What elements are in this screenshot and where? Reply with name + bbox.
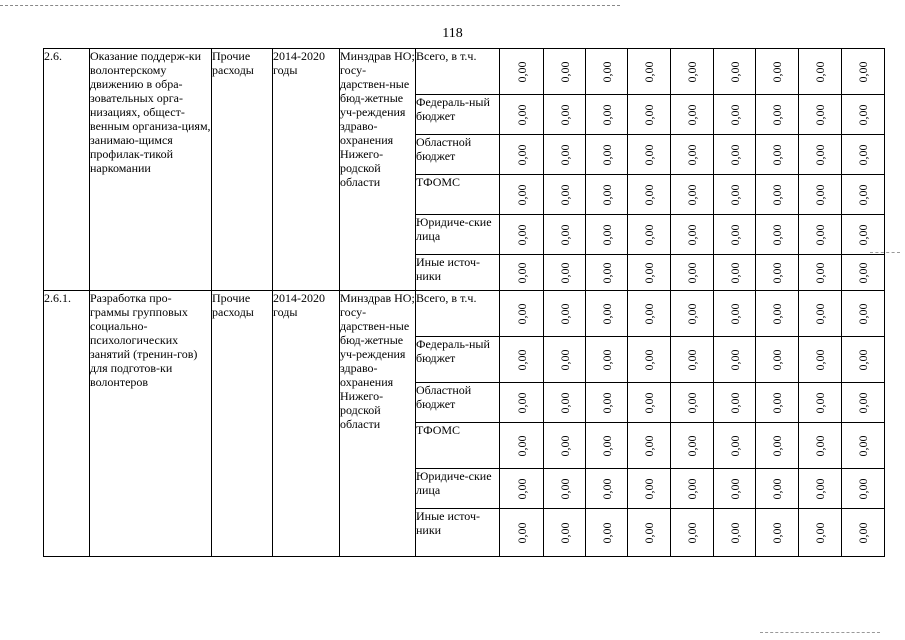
amount-value: 0,00	[685, 61, 699, 82]
amount-value: 0,00	[599, 61, 614, 82]
amount-cell	[544, 255, 586, 291]
amount-cell	[586, 337, 628, 383]
item-number: 2.6.1.	[44, 291, 90, 557]
amount-value: 0,00	[514, 262, 529, 283]
amount-cell	[799, 49, 842, 95]
amount-value: 0,00	[599, 144, 614, 165]
amount-cell	[671, 95, 714, 135]
amount-cell	[671, 135, 714, 175]
amount-value: 0,00	[642, 262, 656, 283]
amount-cell	[842, 469, 885, 509]
amount-value: 0,00	[557, 392, 572, 413]
amount-cell	[756, 49, 799, 95]
margin-dashed-mark	[870, 252, 900, 253]
amount-value: 0,00	[599, 184, 614, 205]
amount-value: 0,00	[813, 224, 827, 245]
amount-value: 0,00	[770, 392, 784, 413]
amount-cell	[842, 95, 885, 135]
amount-cell	[586, 95, 628, 135]
amount-value: 0,00	[770, 61, 784, 82]
item-name: Разработка про-граммы групповых социально-психологических занятий (тренин-гов) для подготов-ки волонтеров	[90, 291, 212, 557]
amount-value: 0,00	[685, 184, 699, 205]
amount-value: 0,00	[557, 144, 572, 165]
amount-cell	[544, 291, 586, 337]
amount-value: 0,00	[685, 522, 699, 543]
amount-cell	[756, 291, 799, 337]
amount-value: 0,00	[856, 522, 870, 543]
amount-cell	[586, 509, 628, 557]
amount-cell	[500, 215, 544, 255]
amount-value: 0,00	[770, 349, 784, 370]
funding-source: ТФОМС	[416, 175, 500, 215]
amount-value: 0,00	[557, 349, 572, 370]
amount-value: 0,00	[727, 435, 742, 456]
amount-cell	[500, 383, 544, 423]
amount-value: 0,00	[727, 303, 742, 324]
amount-cell	[842, 337, 885, 383]
amount-cell	[500, 509, 544, 557]
amount-cell	[799, 383, 842, 423]
amount-value: 0,00	[642, 144, 656, 165]
amount-value: 0,00	[557, 224, 572, 245]
amount-value: 0,00	[856, 303, 870, 324]
amount-value: 0,00	[514, 61, 529, 82]
amount-cell	[500, 135, 544, 175]
amount-cell	[628, 175, 671, 215]
amount-value: 0,00	[642, 303, 656, 324]
amount-value: 0,00	[856, 144, 870, 165]
funding-source: Всего, в т.ч.	[416, 49, 500, 95]
amount-value: 0,00	[727, 392, 742, 413]
amount-cell	[756, 383, 799, 423]
amount-value: 0,00	[685, 303, 699, 324]
amount-cell	[586, 423, 628, 469]
amount-cell	[799, 255, 842, 291]
table-row	[44, 291, 885, 337]
amount-cell	[799, 95, 842, 135]
amount-cell	[586, 215, 628, 255]
amount-value: 0,00	[856, 478, 870, 499]
amount-cell	[842, 135, 885, 175]
amount-value: 0,00	[856, 392, 870, 413]
funding-source: Юридиче-ские лица	[416, 469, 500, 509]
amount-cell	[628, 95, 671, 135]
amount-cell	[628, 255, 671, 291]
amount-value: 0,00	[599, 478, 614, 499]
amount-cell	[628, 135, 671, 175]
amount-value: 0,00	[856, 61, 870, 82]
amount-cell	[842, 509, 885, 557]
amount-cell	[714, 135, 756, 175]
amount-cell	[842, 383, 885, 423]
expense-type: Прочие расходы	[212, 291, 273, 557]
amount-value: 0,00	[813, 435, 827, 456]
amount-cell	[586, 175, 628, 215]
amount-cell	[799, 135, 842, 175]
amount-value: 0,00	[813, 61, 827, 82]
amount-cell	[500, 469, 544, 509]
amount-cell	[756, 95, 799, 135]
amount-value: 0,00	[599, 303, 614, 324]
amount-cell	[628, 215, 671, 255]
amount-value: 0,00	[557, 262, 572, 283]
amount-value: 0,00	[727, 349, 742, 370]
amount-cell	[799, 509, 842, 557]
amount-cell	[799, 175, 842, 215]
amount-value: 0,00	[813, 349, 827, 370]
program-table	[43, 48, 885, 557]
funding-source: Областной бюджет	[416, 383, 500, 423]
amount-value: 0,00	[685, 224, 699, 245]
amount-value: 0,00	[813, 144, 827, 165]
amount-value: 0,00	[770, 144, 784, 165]
amount-cell	[842, 49, 885, 95]
funding-source: Всего, в т.ч.	[416, 291, 500, 337]
period: 2014-2020 годы	[273, 49, 340, 291]
amount-value: 0,00	[557, 522, 572, 543]
amount-cell	[842, 423, 885, 469]
executor: Минздрав НО; госу-дарствен-ные бюд-жетные уч-реждения здраво-охранения Нижего-родской области	[340, 291, 416, 557]
amount-cell	[628, 423, 671, 469]
amount-cell	[628, 49, 671, 95]
amount-value: 0,00	[770, 303, 784, 324]
amount-value: 0,00	[642, 349, 656, 370]
amount-cell	[586, 135, 628, 175]
amount-cell	[714, 469, 756, 509]
amount-cell	[756, 423, 799, 469]
amount-cell	[671, 175, 714, 215]
amount-value: 0,00	[514, 349, 529, 370]
amount-value: 0,00	[514, 144, 529, 165]
amount-cell	[671, 337, 714, 383]
amount-value: 0,00	[770, 262, 784, 283]
amount-cell	[671, 291, 714, 337]
amount-cell	[714, 49, 756, 95]
amount-value: 0,00	[685, 349, 699, 370]
item-name: Оказание поддерж-ки волонтерскому движению в обра-зовательных орга-низациях, общест-венным организа-циям, занимаю-щимся профилак-тикой наркомании	[90, 49, 212, 291]
page-number: 118	[442, 26, 463, 41]
amount-cell	[544, 423, 586, 469]
amount-cell	[544, 337, 586, 383]
amount-value: 0,00	[514, 392, 529, 413]
amount-value: 0,00	[813, 104, 827, 125]
amount-value: 0,00	[856, 104, 870, 125]
amount-cell	[586, 49, 628, 95]
amount-value: 0,00	[770, 184, 784, 205]
amount-cell	[500, 175, 544, 215]
funding-source: ТФОМС	[416, 423, 500, 469]
amount-cell	[799, 215, 842, 255]
amount-value: 0,00	[514, 522, 529, 543]
amount-cell	[799, 423, 842, 469]
amount-value: 0,00	[770, 104, 784, 125]
amount-cell	[500, 49, 544, 95]
amount-cell	[756, 255, 799, 291]
amount-cell	[756, 509, 799, 557]
amount-cell	[628, 383, 671, 423]
amount-value: 0,00	[642, 104, 656, 125]
amount-value: 0,00	[813, 303, 827, 324]
amount-cell	[756, 469, 799, 509]
amount-cell	[714, 95, 756, 135]
amount-cell	[671, 423, 714, 469]
amount-cell	[671, 509, 714, 557]
amount-cell	[544, 135, 586, 175]
amount-value: 0,00	[599, 349, 614, 370]
amount-value: 0,00	[856, 349, 870, 370]
amount-value: 0,00	[642, 435, 656, 456]
amount-cell	[628, 469, 671, 509]
amount-value: 0,00	[514, 104, 529, 125]
period: 2014-2020 годы	[273, 291, 340, 557]
amount-value: 0,00	[514, 224, 529, 245]
amount-value: 0,00	[727, 144, 742, 165]
amount-value: 0,00	[557, 104, 572, 125]
amount-cell	[756, 135, 799, 175]
amount-cell	[714, 255, 756, 291]
amount-cell	[628, 291, 671, 337]
amount-value: 0,00	[727, 184, 742, 205]
amount-cell	[671, 215, 714, 255]
amount-value: 0,00	[727, 61, 742, 82]
amount-cell	[842, 215, 885, 255]
amount-cell	[756, 175, 799, 215]
amount-cell	[714, 383, 756, 423]
amount-value: 0,00	[599, 392, 614, 413]
amount-value: 0,00	[599, 262, 614, 283]
table-row	[44, 49, 885, 95]
amount-value: 0,00	[642, 392, 656, 413]
amount-value: 0,00	[514, 303, 529, 324]
amount-value: 0,00	[685, 104, 699, 125]
amount-value: 0,00	[770, 522, 784, 543]
amount-value: 0,00	[685, 478, 699, 499]
amount-value: 0,00	[599, 435, 614, 456]
amount-value: 0,00	[727, 104, 742, 125]
amount-value: 0,00	[813, 478, 827, 499]
amount-value: 0,00	[727, 478, 742, 499]
amount-value: 0,00	[557, 478, 572, 499]
amount-cell	[544, 215, 586, 255]
amount-cell	[544, 95, 586, 135]
amount-value: 0,00	[642, 184, 656, 205]
amount-value: 0,00	[685, 144, 699, 165]
amount-value: 0,00	[557, 184, 572, 205]
funding-source: Федераль-ный бюджет	[416, 95, 500, 135]
amount-value: 0,00	[642, 224, 656, 245]
amount-cell	[799, 337, 842, 383]
amount-value: 0,00	[813, 392, 827, 413]
amount-value: 0,00	[514, 184, 529, 205]
amount-value: 0,00	[813, 184, 827, 205]
amount-value: 0,00	[642, 61, 656, 82]
bottom-dashed-rule	[760, 632, 880, 633]
amount-cell	[756, 215, 799, 255]
amount-cell	[628, 337, 671, 383]
amount-cell	[500, 95, 544, 135]
amount-value: 0,00	[856, 184, 870, 205]
amount-value: 0,00	[599, 522, 614, 543]
amount-value: 0,00	[642, 522, 656, 543]
amount-value: 0,00	[813, 522, 827, 543]
amount-value: 0,00	[770, 435, 784, 456]
amount-cell	[756, 337, 799, 383]
amount-cell	[714, 215, 756, 255]
amount-value: 0,00	[514, 435, 529, 456]
amount-cell	[671, 469, 714, 509]
amount-cell	[628, 509, 671, 557]
amount-value: 0,00	[856, 435, 870, 456]
funding-source: Юридиче-ские лица	[416, 215, 500, 255]
amount-value: 0,00	[557, 61, 572, 82]
amount-cell	[714, 337, 756, 383]
amount-value: 0,00	[514, 478, 529, 499]
funding-source: Иные источ-ники	[416, 255, 500, 291]
funding-source: Федераль-ный бюджет	[416, 337, 500, 383]
amount-value: 0,00	[727, 262, 742, 283]
amount-value: 0,00	[557, 435, 572, 456]
amount-value: 0,00	[727, 522, 742, 543]
amount-value: 0,00	[770, 224, 784, 245]
top-dashed-rule	[0, 5, 620, 6]
amount-cell	[714, 509, 756, 557]
amount-cell	[586, 291, 628, 337]
amount-cell	[799, 291, 842, 337]
amount-value: 0,00	[557, 303, 572, 324]
funding-source: Областной бюджет	[416, 135, 500, 175]
amount-value: 0,00	[642, 478, 656, 499]
amount-cell	[500, 291, 544, 337]
amount-cell	[842, 175, 885, 215]
amount-cell	[671, 383, 714, 423]
amount-cell	[671, 49, 714, 95]
amount-cell	[714, 291, 756, 337]
amount-value: 0,00	[727, 224, 742, 245]
amount-value: 0,00	[856, 224, 870, 245]
amount-value: 0,00	[685, 262, 699, 283]
amount-value: 0,00	[813, 262, 827, 283]
amount-cell	[842, 255, 885, 291]
executor: Минздрав НО; госу-дарствен-ные бюд-жетные уч-реждения здраво-охранения Нижего-родской области	[340, 49, 416, 291]
amount-cell	[586, 469, 628, 509]
amount-cell	[842, 291, 885, 337]
amount-value: 0,00	[599, 104, 614, 125]
funding-source: Иные источ-ники	[416, 509, 500, 557]
amount-cell	[544, 383, 586, 423]
amount-cell	[500, 423, 544, 469]
amount-cell	[714, 175, 756, 215]
amount-cell	[544, 509, 586, 557]
amount-cell	[544, 49, 586, 95]
amount-cell	[586, 383, 628, 423]
amount-cell	[500, 255, 544, 291]
amount-value: 0,00	[856, 262, 870, 283]
amount-cell	[544, 469, 586, 509]
amount-value: 0,00	[685, 435, 699, 456]
amount-cell	[799, 469, 842, 509]
amount-cell	[500, 337, 544, 383]
amount-cell	[714, 423, 756, 469]
amount-cell	[671, 255, 714, 291]
amount-value: 0,00	[685, 392, 699, 413]
amount-cell	[586, 255, 628, 291]
amount-value: 0,00	[599, 224, 614, 245]
amount-value: 0,00	[770, 478, 784, 499]
item-number: 2.6.	[44, 49, 90, 291]
amount-cell	[544, 175, 586, 215]
expense-type: Прочие расходы	[212, 49, 273, 291]
